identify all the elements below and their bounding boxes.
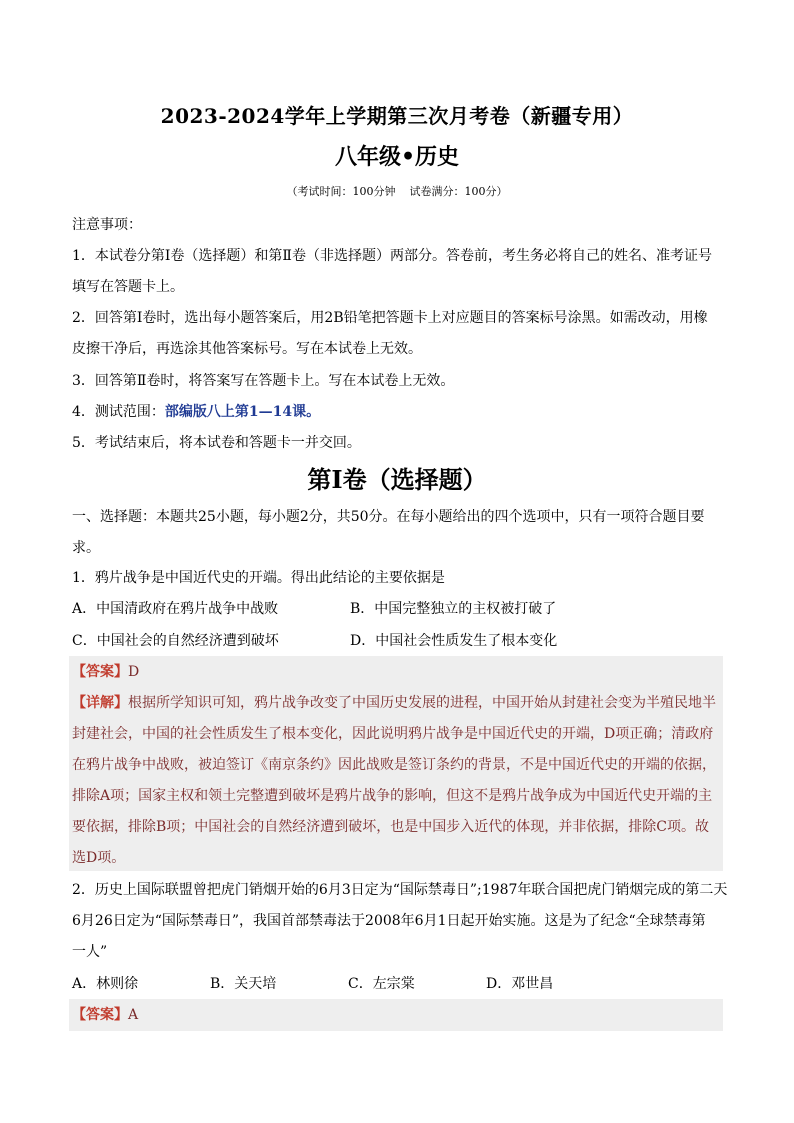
q1-detail-line-4: 排除A项；国家主权和领土完整遭到破坏是鸦片战争的影响，但这不是鸦片战争成为中国近代史开端的主 bbox=[72, 788, 713, 804]
q1-stem: 1．鸦片战争是中国近代史的开端。得出此结论的主要依据是 bbox=[72, 570, 445, 586]
notice-item-1-line-2: 填写在答题卡上。 bbox=[72, 279, 184, 295]
notice-item-4 bbox=[72, 401, 320, 423]
notice-item-2-line-2: 皮擦干净后，再选涂其他答案标号。写在本试卷上无效。 bbox=[72, 341, 422, 357]
q1-detail-line-2: 封建社会，中国的社会性质发生了根本变化，因此说明鸦片战争是中国近代史的开端，D项正确；清政府 bbox=[72, 726, 714, 742]
q1-option-a: A．中国清政府在鸦片战争中战败 bbox=[72, 601, 279, 617]
section-intro-line-1: 一、选择题：本题共25小题，每小题2分，共50分。在每小题给出的四个选项中，只有一项符合题目要 bbox=[72, 509, 705, 525]
q2-answer bbox=[72, 1004, 138, 1026]
q2-stem-line-2: 6月26日定为“国际禁毒日”，我国首部禁毒法于2008年6月1日起开始实施。这是为了纪念“全球禁毒第 bbox=[72, 913, 706, 929]
q1-detail-line-3: 在鸦片战争中战败，被迫签订《南京条约》因此战败是签订条约的背景，不是中国近代史的开端的依据， bbox=[72, 757, 716, 773]
exam-info: （考试时间：100分钟 试卷满分：100分） bbox=[286, 185, 508, 198]
q1-detail-line-6: 选D项。 bbox=[72, 850, 126, 866]
q2-answer-box bbox=[69, 999, 723, 1031]
notice-item-5: 5．考试结束后，将本试卷和答题卡一并交回。 bbox=[72, 435, 361, 451]
notice-item-4-prefix: 4．测试范围： bbox=[72, 404, 165, 420]
subject-title: 八年级•历史 bbox=[334, 144, 460, 170]
q2-option-a: A．林则徐 bbox=[72, 976, 139, 992]
q1-option-c: C．中国社会的自然经济遭到破坏 bbox=[72, 633, 279, 649]
q2-answer-tag: 【答案】 bbox=[72, 1007, 128, 1023]
q2-option-c: C．左宗棠 bbox=[348, 976, 415, 992]
q1-detail-line-1 bbox=[72, 692, 716, 714]
notice-item-1-line-1: 1．本试卷分第Ⅰ卷（选择题）和第Ⅱ卷（非选择题）两部分。答卷前，考生务必将自己的姓名、准考证号 bbox=[72, 248, 712, 264]
q1-detail-text-1: 根据所学知识可知，鸦片战争改变了中国历史发展的进程，中国开始从封建社会变为半殖民地半 bbox=[128, 695, 716, 711]
q1-detail-tag: 【详解】 bbox=[72, 695, 128, 711]
q2-option-d: D．邓世昌 bbox=[486, 976, 554, 992]
q2-stem-line-1: 2．历史上国际联盟曾把虎门销烟开始的6月3日定为“国际禁毒日”;1987年联合国把虎门销烟完成的第二天 bbox=[72, 882, 728, 898]
q1-answer-tag: 【答案】 bbox=[72, 664, 128, 680]
notice-heading: 注意事项： bbox=[72, 217, 142, 233]
q2-answer-value: A bbox=[128, 1007, 139, 1023]
q1-detail-line-5: 要依据，排除B项；中国社会的自然经济遭到破坏，也是中国步入近代的体现，并非依据，排除C项。故 bbox=[72, 819, 709, 835]
q2-stem-line-3: 一人” bbox=[72, 944, 108, 960]
q2-option-b: B．关天培 bbox=[210, 976, 277, 992]
test-scope: 部编版八上第1—14课。 bbox=[164, 404, 321, 420]
exam-title: 2023-2024学年上学期第三次月考卷（新疆专用） bbox=[160, 104, 634, 128]
q1-option-d: D．中国社会性质发生了根本变化 bbox=[350, 633, 558, 649]
q1-answer-value: D bbox=[128, 664, 140, 680]
notice-item-3: 3．回答第Ⅱ卷时，将答案写在答题卡上。写在本试卷上无效。 bbox=[72, 373, 455, 389]
q1-answer bbox=[72, 661, 139, 683]
section-title: 第Ⅰ卷（选择题） bbox=[307, 465, 487, 494]
notice-item-2-line-1: 2．回答第Ⅰ卷时，选出每小题答案后，用2B铅笔把答题卡上对应题目的答案标号涂黑。如需改动，用橡 bbox=[72, 310, 708, 326]
section-intro-line-2: 求。 bbox=[72, 540, 100, 556]
q1-option-b: B．中国完整独立的主权被打破了 bbox=[350, 601, 557, 617]
